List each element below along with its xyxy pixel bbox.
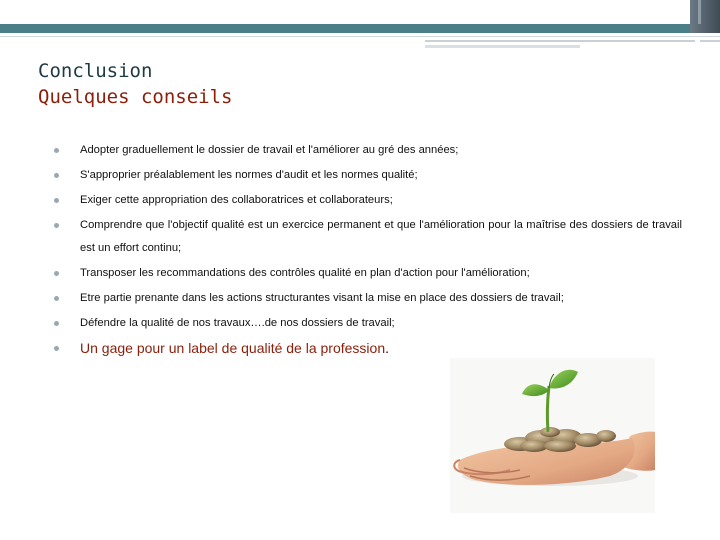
bullet-dot-icon [54, 271, 59, 276]
header-divider-short [425, 40, 695, 42]
header-band [0, 0, 720, 24]
header-corner-stripe [698, 0, 701, 24]
list-item-text: Etre partie prenante dans les actions structurantes visant la mise en place des dossiers de travail; [80, 291, 564, 304]
list-item [52, 164, 682, 187]
highlight-list-item [52, 337, 682, 360]
list-item [52, 287, 682, 310]
bullet-dot-icon [54, 296, 59, 301]
advice-list [52, 139, 682, 362]
list-item-text: Comprendre que l'objectif qualité est un exercice permanent et que l'amélioration pour la maîtrise des dossiers de travail est un effort continu; [80, 219, 682, 254]
header-corner-block [690, 0, 720, 33]
header-accent-bar [0, 24, 720, 33]
slide-title: Conclusion [38, 60, 153, 82]
list-item-text: Exiger cette appropriation des collaboratrices et collaborateurs; [80, 194, 393, 206]
list-item-text: S'approprier préalablement les normes d'audit et les normes qualité; [80, 169, 418, 181]
slide-subtitle: Quelques conseils [38, 86, 233, 108]
highlight-text: Un gage pour un label de qualité de la profession [80, 339, 386, 356]
bullet-dot-icon [54, 346, 59, 351]
list-item-text: Transposer les recommandations des contrôles qualité en plan d'action pour l'amélioration; [80, 266, 530, 279]
header-divider [0, 36, 720, 37]
list-item [52, 139, 682, 162]
list-item [52, 214, 682, 259]
highlight-period: . [385, 339, 389, 356]
list-item-text: Défendre la qualité de nos travaux….de nos dossiers de travail; [80, 316, 395, 329]
seedling-illustration [450, 358, 655, 513]
list-item [52, 189, 682, 212]
list-item [52, 312, 682, 335]
bullet-dot-icon [54, 198, 59, 203]
list-item [52, 262, 682, 285]
header-divider-shorter [425, 45, 580, 48]
slide-title-block [38, 58, 232, 110]
bullet-dot-icon [54, 173, 59, 178]
bullet-dot-icon [54, 321, 59, 326]
hand-with-coins-and-seedling-photo [450, 358, 655, 513]
header-divider-right [700, 40, 720, 42]
bullet-dot-icon [54, 148, 59, 153]
bullet-dot-icon [54, 223, 59, 228]
list-item-text: Adopter graduellement le dossier de travail et l'améliorer au gré des années; [80, 144, 459, 156]
